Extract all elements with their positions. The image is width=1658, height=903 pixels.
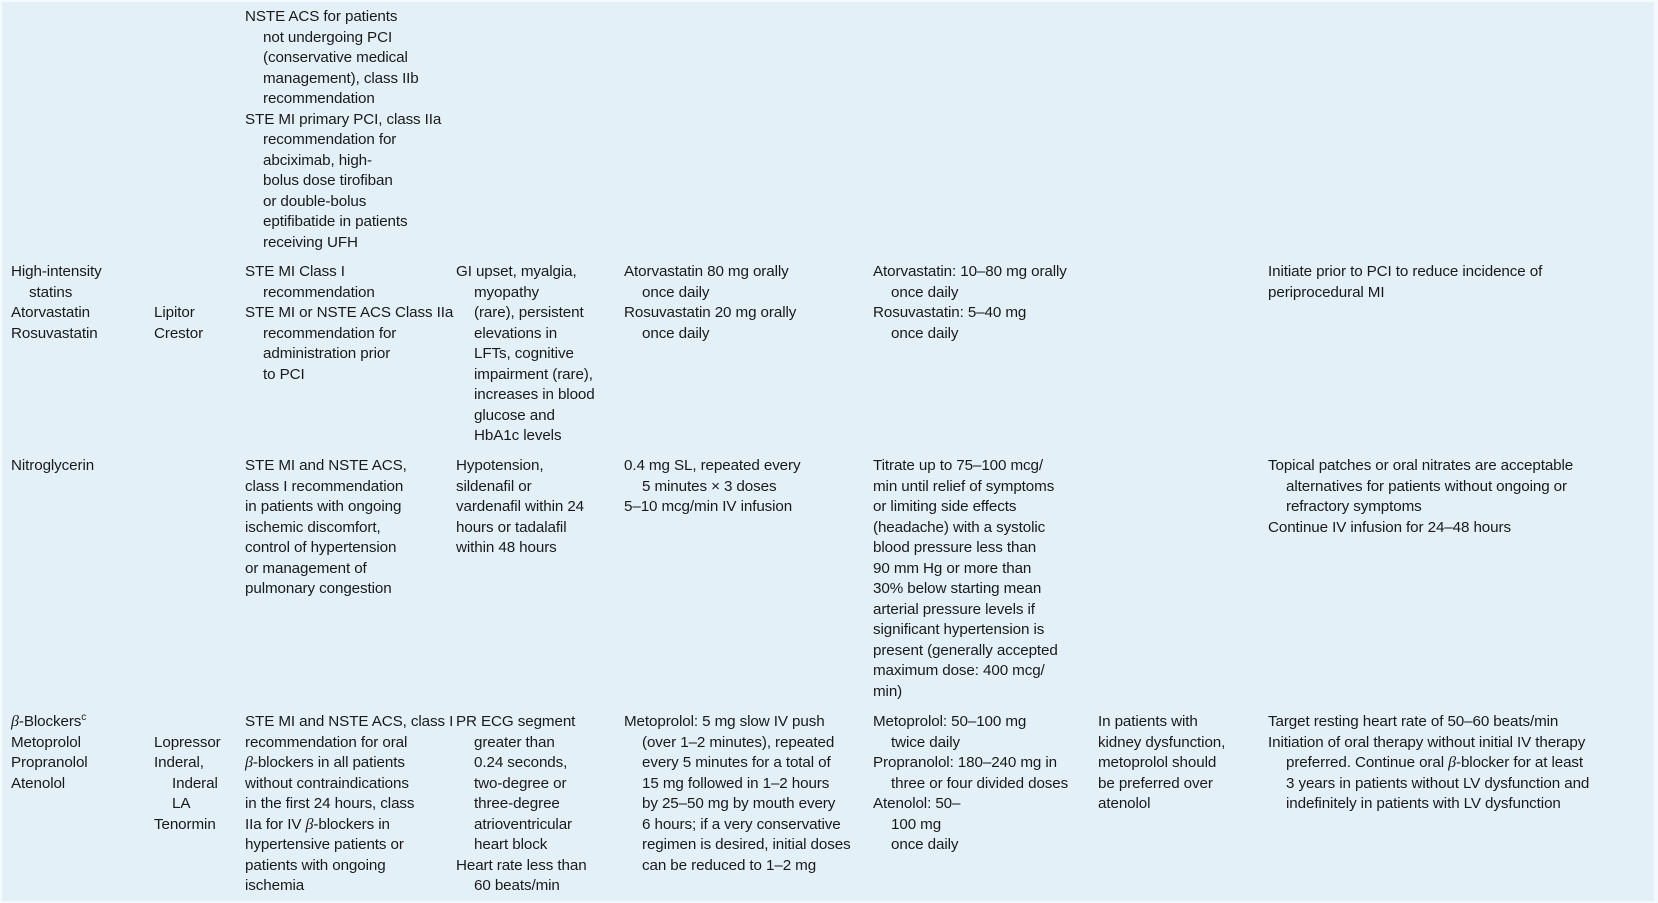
- text-line: once daily: [642, 324, 710, 342]
- text-line: can be reduced to 1–2 mg: [642, 856, 817, 874]
- text-line: twice daily: [891, 733, 960, 751]
- text-line: Titrate up to 75–100 mcg/: [873, 457, 1044, 474]
- drug-name: Rosuvastatin: [11, 324, 98, 342]
- text-line: ischemic discomfort,: [245, 518, 381, 536]
- row1-drug: [11, 262, 102, 344]
- text-line: bolus dose tirofiban: [263, 172, 393, 189]
- text-line: administration prior: [263, 345, 391, 362]
- text-line: STE MI and NSTE ACS,: [245, 457, 407, 474]
- row2-comments: [1268, 456, 1573, 538]
- text-line: [245, 753, 453, 774]
- text-line: 100 mg: [891, 815, 942, 833]
- text-fragment: -blockers in all patients: [252, 754, 405, 771]
- text-line: once daily: [891, 324, 959, 342]
- text-line: indefinitely in patients with LV dysfunction: [1286, 795, 1561, 812]
- text-line: elevations in: [474, 324, 558, 342]
- footnote-marker: c: [81, 711, 87, 723]
- text-line: (conservative medical: [263, 49, 408, 66]
- text-line: glucose and: [474, 406, 555, 424]
- brand-name: Tenormin: [154, 815, 216, 833]
- text-line: once daily: [642, 283, 710, 301]
- row0-indication: [245, 7, 441, 253]
- text-line: or management of: [245, 559, 367, 577]
- text-line: present (generally accepted: [873, 641, 1058, 659]
- text-fragment: preferred. Continue oral: [1286, 754, 1449, 771]
- text-line: control of hypertension: [245, 539, 397, 556]
- text-line: Topical patches or oral nitrates are acceptable: [1268, 457, 1574, 474]
- text-line: impairment (rare),: [474, 365, 593, 383]
- drug-name: Metoprolol: [11, 733, 81, 751]
- text-line: maximum dose: 400 mcg/: [873, 662, 1045, 679]
- row1-comments: [1268, 262, 1542, 303]
- brand-name: Lopressor: [154, 733, 221, 751]
- text-fragment: IIa for IV: [245, 815, 306, 833]
- text-line: 3 years in patients without LV dysfunction and: [1286, 774, 1590, 792]
- text-line: once daily: [891, 283, 959, 301]
- text-line: in patients with ongoing: [245, 498, 402, 515]
- text-line: hours or tadalafil: [456, 518, 567, 536]
- row2-initial-dose: [624, 456, 800, 518]
- text-line: recommendation for: [263, 131, 397, 148]
- text-line: LFTs, cognitive: [474, 345, 574, 362]
- drug-name: Propranolol: [11, 754, 88, 771]
- text-line: in the first 24 hours, class: [245, 795, 415, 812]
- text-line: 0.4 mg SL, repeated every: [624, 457, 801, 474]
- text-line: (headache) with a systolic: [873, 518, 1046, 536]
- text-line: regimen is desired, initial doses: [642, 836, 851, 853]
- text-line: PR ECG segment: [456, 713, 576, 730]
- drug-table: [2, 2, 1654, 901]
- drug-name: Nitroglycerin: [11, 457, 95, 474]
- beta-symbol: β: [1448, 754, 1456, 771]
- text-line: management), class IIb: [263, 69, 419, 87]
- text-line: Initiate prior to PCI to reduce incidence of: [1268, 263, 1543, 280]
- text-fragment: -blockers in: [313, 815, 390, 833]
- row3-brand: [154, 733, 221, 836]
- text-line: 60 beats/min: [474, 877, 560, 894]
- text-line: class I recommendation: [245, 477, 404, 495]
- text-line: once daily: [891, 836, 959, 853]
- text-line: blood pressure less than: [873, 539, 1037, 556]
- beta-symbol: β: [305, 815, 314, 833]
- text-line: abciximab, high-: [263, 151, 372, 169]
- text-line: myopathy: [474, 283, 540, 301]
- text-line: receiving UFH: [263, 233, 358, 251]
- row3-usual-dose: [873, 712, 1068, 856]
- text-line: min): [873, 682, 903, 700]
- drug-class: statins: [29, 283, 73, 301]
- text-line: three-degree: [474, 795, 560, 812]
- text-line: recommendation: [263, 90, 375, 107]
- brand-name: Lipitor: [154, 304, 195, 321]
- text-line: Atorvastatin: 10–80 mg orally: [873, 263, 1067, 280]
- text-line: to PCI: [263, 365, 305, 383]
- text-line: 30% below starting mean: [873, 580, 1042, 597]
- text-line: or limiting side effects: [873, 498, 1017, 515]
- text-line: Metoprolol: 5 mg slow IV push: [624, 713, 825, 730]
- row1-brand: [154, 303, 203, 344]
- text-line: recommendation for oral: [245, 733, 408, 751]
- text-line: recommendation for: [263, 324, 397, 342]
- text-line: pulmonary congestion: [245, 580, 392, 597]
- text-line: STE MI primary PCI, class IIa: [245, 110, 442, 128]
- text-line: Rosuvastatin: 5–40 mg: [873, 304, 1027, 321]
- text-line: hypertensive patients or: [245, 836, 404, 853]
- text-line: without contraindications: [245, 774, 409, 792]
- text-line: STE MI Class I: [245, 263, 345, 280]
- row3-initial-dose: [624, 712, 851, 876]
- text-line: three or four divided doses: [891, 774, 1069, 792]
- text-line: GI upset, myalgia,: [456, 263, 577, 280]
- text-line: 0.24 seconds,: [474, 754, 568, 771]
- text-line: heart block: [474, 836, 548, 853]
- text-line: sildenafil or: [456, 477, 532, 495]
- brand-name: Inderal,: [154, 754, 204, 771]
- row1-initial-dose: [624, 262, 796, 344]
- text-line: 5 minutes × 3 doses: [642, 477, 777, 495]
- text-line: Heart rate less than: [456, 856, 587, 874]
- text-line: be preferred over: [1098, 774, 1213, 792]
- brand-name: Crestor: [154, 324, 204, 342]
- text-line: Initiation of oral therapy without initial IV therapy: [1268, 733, 1586, 751]
- row3-special: [1098, 712, 1225, 815]
- text-line: atenolol: [1098, 795, 1151, 812]
- text-line: [1268, 753, 1589, 774]
- drug-class: [11, 712, 88, 733]
- text-line: by 25–50 mg by mouth every: [642, 795, 836, 812]
- text-line: Atenolol: 50–: [873, 795, 961, 812]
- brand-name: LA: [172, 795, 191, 812]
- text-line: two-degree or: [474, 774, 567, 792]
- text-line: arterial pressure levels if: [873, 600, 1035, 618]
- row3-indication: [245, 712, 453, 897]
- drug-class-label: -Blockers: [18, 713, 82, 730]
- text-line: not undergoing PCI: [263, 28, 393, 46]
- text-line: or double-bolus: [263, 192, 367, 210]
- row2-drug: [11, 456, 94, 477]
- row1-indication: [245, 262, 453, 385]
- text-line: [245, 815, 453, 836]
- text-line: patients with ongoing: [245, 856, 386, 874]
- text-line: Atorvastatin 80 mg orally: [624, 263, 789, 280]
- text-line: significant hypertension is: [873, 621, 1045, 638]
- text-line: (over 1–2 minutes), repeated: [642, 733, 835, 751]
- text-line: alternatives for patients without ongoing or: [1286, 477, 1567, 495]
- brand-name: Inderal: [172, 774, 218, 792]
- text-line: 15 mg followed in 1–2 hours: [642, 774, 830, 792]
- text-line: vardenafil within 24: [456, 498, 585, 515]
- text-line: metoprolol should: [1098, 754, 1217, 771]
- text-line: Metoprolol: 50–100 mg: [873, 713, 1027, 730]
- text-line: STE MI and NSTE ACS, class I: [245, 713, 454, 730]
- row2-indication: [245, 456, 407, 600]
- text-line: increases in blood: [474, 386, 595, 403]
- row3-drug: [11, 712, 88, 794]
- text-line: periprocedural MI: [1268, 283, 1385, 301]
- drug-class: High-intensity: [11, 263, 102, 280]
- text-line: Rosuvastatin 20 mg orally: [624, 304, 797, 321]
- text-line: 90 mm Hg or more than: [873, 559, 1032, 577]
- row3-comments: [1268, 712, 1589, 815]
- text-line: 5–10 mcg/min IV infusion: [624, 498, 793, 515]
- text-line: STE MI or NSTE ACS Class IIa: [245, 304, 454, 321]
- text-line: Target resting heart rate of 50–60 beats/min: [1268, 713, 1559, 730]
- text-line: every 5 minutes for a total of: [642, 754, 831, 771]
- text-line: min until relief of symptoms: [873, 477, 1055, 495]
- drug-name: Atorvastatin: [11, 304, 90, 321]
- text-line: HbA1c levels: [474, 427, 562, 444]
- text-line: refractory symptoms: [1286, 498, 1422, 515]
- row3-adverse: [456, 712, 587, 897]
- drug-name: Atenolol: [11, 774, 66, 792]
- text-line: eptifibatide in patients: [263, 213, 408, 230]
- text-line: greater than: [474, 733, 555, 751]
- text-fragment: -blocker for at least: [1456, 754, 1584, 771]
- text-line: kidney dysfunction,: [1098, 733, 1226, 751]
- text-line: 6 hours; if a very conservative: [642, 815, 841, 833]
- text-line: within 48 hours: [456, 539, 557, 556]
- text-line: Hypotension,: [456, 457, 544, 474]
- text-line: In patients with: [1098, 713, 1198, 730]
- row2-adverse: [456, 456, 584, 559]
- row2-usual-dose: [873, 456, 1058, 702]
- text-line: (rare), persistent: [474, 304, 584, 321]
- text-line: atrioventricular: [474, 815, 573, 833]
- beta-symbol: β: [245, 754, 253, 771]
- text-line: recommendation: [263, 283, 375, 301]
- beta-symbol: β: [11, 713, 19, 730]
- row1-adverse: [456, 262, 595, 447]
- text-line: Propranolol: 180–240 mg in: [873, 754, 1057, 771]
- text-line: ischemia: [245, 877, 305, 894]
- row1-usual-dose: [873, 262, 1067, 344]
- text-line: NSTE ACS for patients: [245, 8, 398, 25]
- text-line: Continue IV infusion for 24–48 hours: [1268, 518, 1511, 536]
